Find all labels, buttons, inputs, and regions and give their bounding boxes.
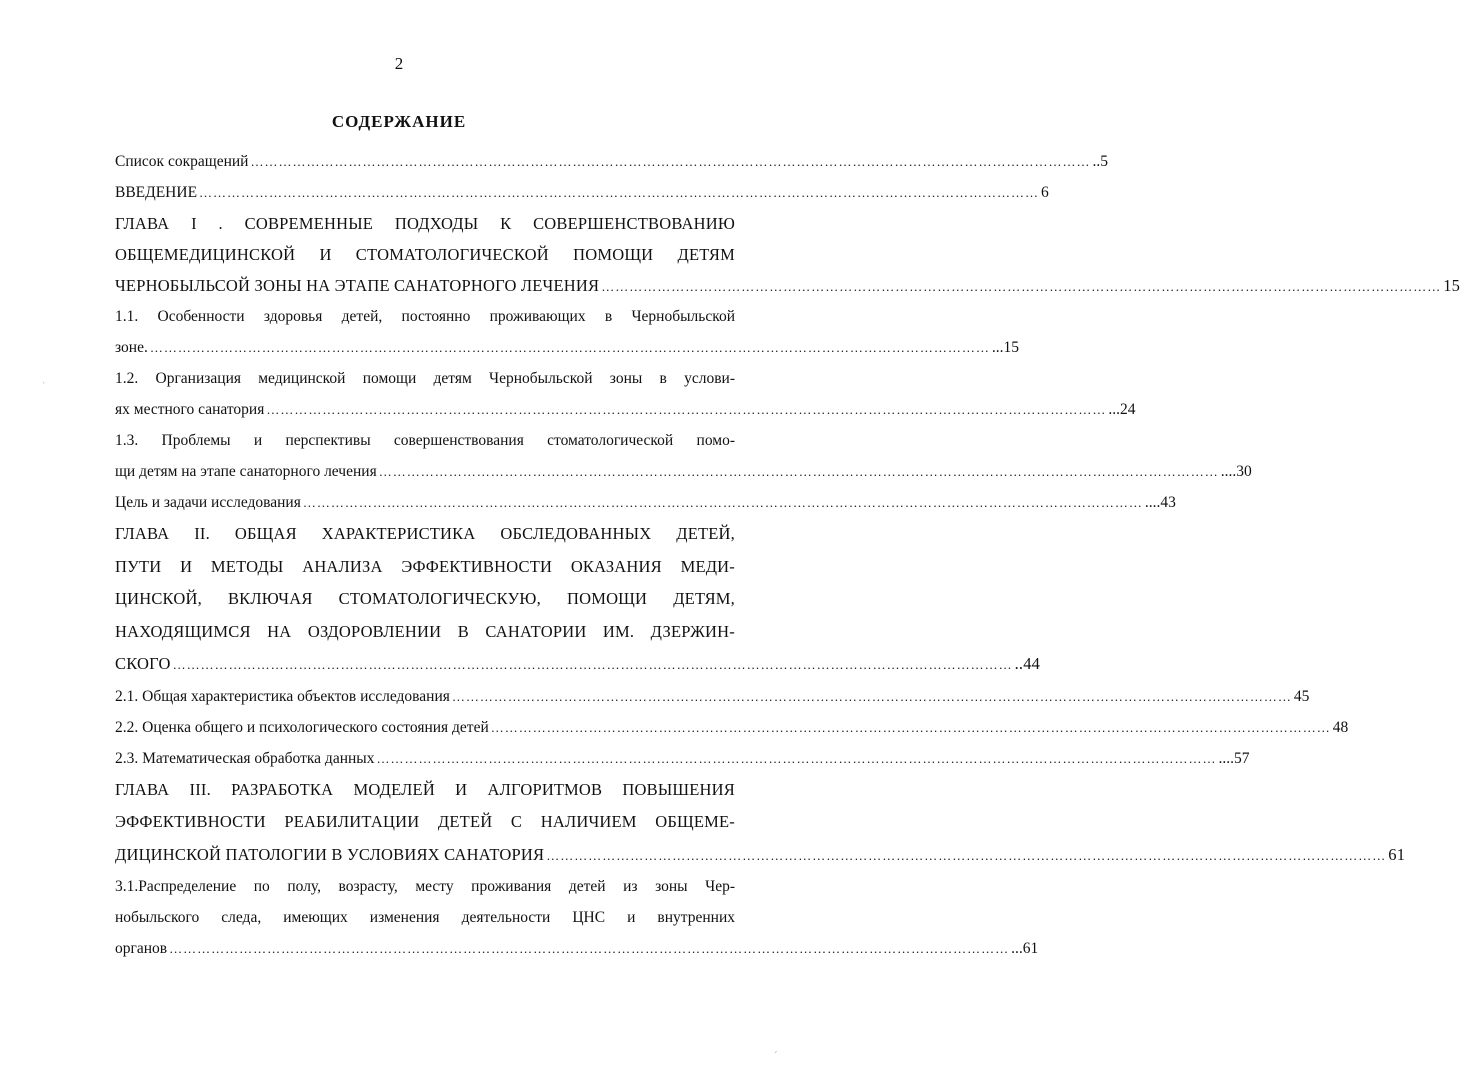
dot-leader: ……………………………………………………………………………………………………………………………………………………………… <box>451 688 1292 704</box>
toc-page-number: 61 <box>1388 844 1406 864</box>
toc-entry-text: ЦИНСКОЙ, ВКЛЮЧАЯ СТОМАТОЛОГИЧЕСКУЮ, ПОМОЩИ ДЕТЯМ, <box>115 589 735 608</box>
toc-page-number: ....57 <box>1218 749 1250 767</box>
toc-page-number: ....43 <box>1144 494 1176 511</box>
toc-entry-chapter-1[interactable] <box>115 208 1460 301</box>
toc-entry-section-2-3[interactable] <box>115 743 1250 774</box>
toc-entry-text: органов <box>115 940 168 957</box>
dot-leader: ……………………………………………………………………………………………………………………………………………………………… <box>601 279 1442 294</box>
toc-entry-text: ЭФФЕКТИВНОСТИ РЕАБИЛИТАЦИИ ДЕТЕЙ С НАЛИЧИЕМ ОБЩЕМЕ- <box>115 812 735 831</box>
toc-entry-section-2-2[interactable] <box>115 712 1349 743</box>
dot-leader: ……………………………………………………………………………………………………………………………………………………………… <box>250 154 1091 169</box>
scan-speck: ˌ <box>42 372 46 384</box>
toc-entry-chapter-2[interactable] <box>115 518 1041 681</box>
toc-page-number: ...61 <box>1011 940 1039 957</box>
toc-page-number: ...15 <box>991 339 1019 356</box>
toc-entry-text: зоне. <box>115 339 148 356</box>
toc-entry-text: ПУТИ И МЕТОДЫ АНАЛИЗА ЭФФЕКТИВНОСТИ ОКАЗАНИЯ МЕДИ- <box>115 556 735 576</box>
dot-leader: ……………………………………………………………………………………………………………………………………………………………… <box>490 719 1331 735</box>
toc-page-number: 45 <box>1293 687 1310 705</box>
toc-entry-section-1-1[interactable] <box>115 301 1019 363</box>
toc-page-number: ...24 <box>1108 401 1136 418</box>
toc-entry-section-3-1[interactable] <box>115 871 1039 964</box>
dot-leader: ……………………………………………………………………………………………………………………………………………………………… <box>199 185 1040 200</box>
toc-entry-text: ЧЕРНОБЫЛЬСОЙ ЗОНЫ НА ЭТАПЕ САНАТОРНОГО ЛЕЧЕНИЯ <box>115 276 600 295</box>
scan-speck: ˊ <box>774 1050 778 1062</box>
toc-entry-text: ОБЩЕМЕДИЦИНСКОЙ И СТОМАТОЛОГИЧЕСКОЙ ПОМОЩИ ДЕТЯМ <box>115 245 735 264</box>
dot-leader: ……………………………………………………………………………………………………………………………………………………………… <box>172 657 1013 672</box>
toc-page-number: ..44 <box>1014 654 1041 673</box>
toc-entry-text: ДИЦИНСКОЙ ПАТОЛОГИИ В УСЛОВИЯХ САНАТОРИЯ <box>115 844 545 864</box>
dot-leader: ……………………………………………………………………………………………………………………………………………………………… <box>302 495 1143 510</box>
toc-entry-text: Цель и задачи исследования <box>115 494 301 511</box>
toc-page-number: 6 <box>1041 184 1049 201</box>
table-of-contents <box>115 146 1460 964</box>
toc-entry-abbreviations[interactable] <box>115 146 1108 177</box>
toc-entry-goals[interactable] <box>115 487 1176 518</box>
toc-entry-text: ГЛАВА I . СОВРЕМЕННЫЕ ПОДХОДЫ К СОВЕРШЕНСТВОВАНИЮ <box>115 214 735 233</box>
toc-entry-text: 2.3. Математическая обработка данных <box>115 749 375 767</box>
toc-entry-text: щи детям на этапе санаторного лечения <box>115 463 377 480</box>
toc-entry-section-1-3[interactable] <box>115 425 1252 487</box>
dot-leader: ……………………………………………………………………………………………………………………………………………………………… <box>378 464 1219 479</box>
dot-leader: ……………………………………………………………………………………………………………………………………………………………… <box>266 402 1107 417</box>
toc-page-number: 48 <box>1332 718 1349 736</box>
toc-entry-text: 3.1.Распределение по полу, возрасту, месту проживания детей из зоны Чер- <box>115 878 735 895</box>
toc-entry-text: 1.1. Особенности здоровья детей, постоянно проживающих в Чернобыльской <box>115 308 735 325</box>
toc-entry-text: ях местного санатория <box>115 401 265 418</box>
toc-entry-text: СКОГО <box>115 654 171 673</box>
toc-entry-text: ГЛАВА III. РАЗРАБОТКА МОДЕЛЕЙ И АЛГОРИТМОВ ПОВЫШЕНИЯ <box>115 779 735 799</box>
toc-entry-chapter-3[interactable] <box>115 774 1406 872</box>
toc-entry-text: ВВЕДЕНИЕ <box>115 184 198 201</box>
toc-page-number: ....30 <box>1220 463 1252 480</box>
toc-entry-text: 1.3. Проблемы и перспективы совершенствования стоматологической помо- <box>115 432 735 449</box>
dot-leader: ……………………………………………………………………………………………………………………………………………………………… <box>376 750 1217 766</box>
page-title: СОДЕРЖАНИЕ <box>331 112 467 131</box>
dot-leader: ……………………………………………………………………………………………………………………………………………………………… <box>546 847 1387 863</box>
dot-leader: ……………………………………………………………………………………………………………………………………………………………… <box>149 340 990 355</box>
toc-entry-text: нобыльского следа, имеющих изменения деятельности ЦНС и внутренних <box>115 909 735 926</box>
page-number: 2 <box>394 54 404 73</box>
toc-entry-text: 2.2. Оценка общего и психологического состояния детей <box>115 718 489 736</box>
toc-entry-introduction[interactable] <box>115 177 1049 208</box>
dot-leader: ……………………………………………………………………………………………………………………………………………………………… <box>169 941 1010 956</box>
toc-entry-text: ГЛАВА II. ОБЩАЯ ХАРАКТЕРИСТИКА ОБСЛЕДОВАННЫХ ДЕТЕЙ, <box>115 524 735 543</box>
toc-page-number: 15 <box>1443 276 1460 295</box>
toc-page-number: ..5 <box>1092 153 1108 170</box>
toc-entry-section-2-1[interactable] <box>115 681 1310 712</box>
toc-entry-section-1-2[interactable] <box>115 363 1136 425</box>
toc-entry-text: Список сокращений <box>115 153 249 170</box>
toc-entry-text: 1.2. Организация медицинской помощи детям Чернобыльской зоны в услови- <box>115 370 735 387</box>
toc-entry-text: НАХОДЯЩИМСЯ НА ОЗДОРОВЛЕНИИ В САНАТОРИИ ИМ. ДЗЕРЖИН- <box>115 621 735 641</box>
toc-entry-text: 2.1. Общая характеристика объектов исследования <box>115 687 450 705</box>
